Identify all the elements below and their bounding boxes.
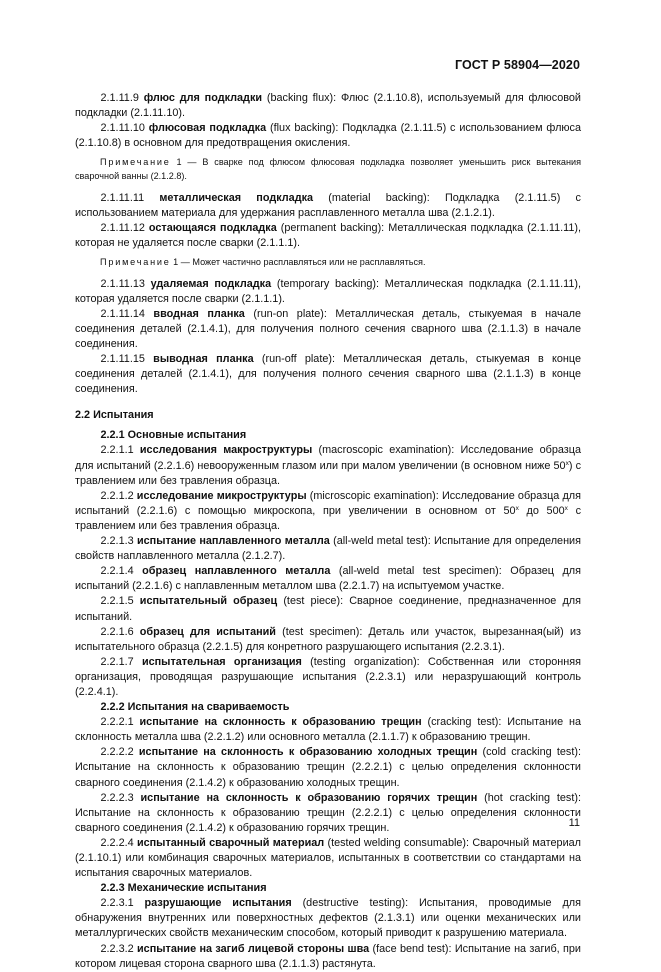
term-name: испытательный образец [139,595,278,608]
term-entry-2-2-1-7 [75,655,581,700]
term-number: 2.2.2.3 [100,791,141,804]
term-name: исследования макроструктуры [139,444,313,457]
term-number: 2.1.11.12 [100,221,149,234]
term-name: испытание на склонность к образованию трещин [139,716,422,729]
term-definition: (tested welding consumable): Сварочный материал (2.1.10.1) или комбинация сварочных материалов, испытанных в соответствии со стандартами на испытания сварочных материалов. [75,836,581,880]
term-number: 2.2.2.1 [100,716,140,729]
term-entry-2-2-1-2 [75,489,581,534]
term-name: испытательная организация [141,655,302,668]
term-number: 2.2.1.6 [100,625,140,638]
term-name: исследование микроструктуры [136,489,307,502]
standard-designation: ГОСТ Р 58904—2020 [454,58,580,72]
term-number: 2.1.11.14 [100,307,154,320]
term-number: 2.2.1.4 [100,565,143,578]
term-name: испытание на загиб лицевой стороны шва [137,942,370,955]
term-entry-2-2-2-1 [75,715,581,745]
term-definition: (temporary backing): Металлическая подкладка (2.1.11.11), которая удаляется после сварки (2.1.1.1). [75,277,581,305]
term-number: 2.2.1.3 [100,535,137,548]
term-entry-2-2-2-3 [75,791,581,836]
term-name: выводная планка [153,353,254,365]
term-number: 2.2.1.2 [100,489,137,502]
term-name: удаляемая подкладка [150,277,272,290]
term-definition: (macroscopic examination): Исследование образца для испытаний (2.2.1.6) невооруженным глазом или при малом увеличении (в основном ниже 50 [75,444,581,472]
term-entry-2-2-1-6 [75,625,581,655]
note-permanent-backing [75,256,581,270]
term-definition-end: с травлением или без травления образца. [75,504,581,532]
term-name: флюсовая подкладка [148,122,267,135]
term-definition: (material backing): Подкладка (2.1.11.5) с использованием материала для удержания расплавленного металла шва (2.1.2.1). [75,191,581,219]
superscript: х [515,504,519,512]
superscript: х [564,504,568,512]
term-entry-2-2-2-4 [75,836,581,881]
term-entry-2-1-11-15 [75,352,581,397]
term-definition: (all-weld metal test specimen): Образец для испытаний (2.2.1.6) с наплавленным металлом шва (2.2.1.7) на испытуемом участке. [75,565,581,593]
term-name: образец для испытаний [139,625,276,638]
term-entry-2-2-1-5 [75,594,581,624]
subsection-heading-2-2-2: 2.2.2 Испытания на свариваемость [100,701,290,714]
term-entry-2-1-11-10 [75,121,581,151]
term-number: 2.2.1.1 [100,444,140,457]
term-entry-2-2-1-1 [75,443,581,488]
note-label: Примечание [100,256,171,267]
term-entry-2-1-11-13 [75,277,581,307]
term-name: металлическая подкладка [159,191,314,204]
superscript: х [565,459,569,467]
note-label: Примечание [100,157,171,168]
term-definition: (face bend test): Испытание на загиб, при котором лицевая сторона сварного шва (2.1.1.3) растянута. [75,942,581,970]
term-number: 2.1.11.10 [100,122,149,135]
term-definition: (permanent backing): Металлическая подкладка (2.1.11.11), которая не удаляется после сварки (2.1.1.1). [75,221,581,249]
term-name: флюс для подкладки [143,92,263,104]
term-entry-2-1-11-11 [75,191,581,221]
term-definition: (flux backing): Подкладка (2.1.11.5) с использованием флюса (2.1.10.8) в основном для предотвращения окисления. [75,122,581,150]
term-name: вводная планка [153,307,245,320]
subsection-heading-2-2-3: 2.2.3 Механические испытания [100,882,267,895]
term-number: 2.1.11.9 [100,92,144,104]
term-definition: (cold cracking test): Испытание на склонность к образованию трещин (2.2.2.1) с целью определения склонности сварного соединения (2.1.4.2) к образованию холодных трещин. [75,746,581,789]
term-definition: (microscopic examination): Исследование образца для испытаний (2.2.1.6) с помощью микроскопа, при увеличении в основном от 50 [75,489,581,517]
term-entry-2-1-11-9 [75,91,581,121]
term-definition: (run-off plate): Металлическая деталь, стыкуемая в конце соединения деталей (2.1.4.1), для получения полного сечения сварного шва (2.1.1.3) в конце соединения. [75,353,581,396]
term-definition-cont: до 500 [518,504,565,517]
term-entry-2-2-1-3 [75,534,581,564]
term-definition: (run-on plate): Металлическая деталь, стыкуемая в начале соединения деталей (2.1.4.1), для получения полного сечения сварного шва (2.1.1.3) в начале соединения. [75,307,581,350]
term-number: 2.1.11.13 [100,277,151,290]
term-entry-2-2-3-2 [75,942,581,972]
term-definition: (backing flux): Флюс (2.1.10.8), используемый для флюсовой подкладки (2.1.11.10). [75,92,581,120]
term-name: испытание на склонность к образованию горячих трещин [140,791,478,804]
term-number: 2.2.2.4 [100,836,137,849]
term-entry-2-1-11-14 [75,307,581,352]
term-number: 2.2.3.1 [100,897,145,910]
term-number: 2.1.11.15 [100,353,154,365]
note-text: 1 — Может частично расплавляться или не расплавляться. [170,256,426,267]
note-text: 1 — В сварке под флюсом флюсовая подкладка позволяет уменьшить риск вытекания сварочной ванны (2.1.2.8). [75,157,581,181]
term-name: образец наплавленного металла [142,565,331,578]
term-definition: (test specimen): Деталь или участок, вырезанная(ый) из испытательного образца (2.2.1.5) для конретного разрушающего испытания (2.2.3.1). [75,625,581,653]
section-heading-2-2: 2.2 Испытания [75,409,154,422]
term-entry-2-1-11-12 [75,221,581,251]
term-number: 2.2.3.2 [100,942,137,955]
term-name: испытание наплавленного металла [136,535,330,548]
term-definition: (hot cracking test): Испытание на склонность к образованию трещин (2.2.2.1) с целью определения склонности сварного соединения (2.1.4.2) к образованию горячих трещин. [75,791,581,834]
term-number: 2.2.2.2 [100,746,139,759]
document-body [75,91,581,972]
term-name: испытание на склонность к образованию холодных трещин [138,746,478,759]
term-definition: (testing organization): Собственная или сторонняя организация, проводящая разрушающие испытания (2.2.3.1) или неразрушающий контроль (2.2.4.1). [75,655,581,698]
term-entry-2-2-1-4 [75,564,581,594]
term-name: испытанный сварочный материал [136,836,325,849]
term-entry-2-2-2-2 [75,745,581,790]
note-flux-backing [75,156,581,183]
term-name: остающаяся подкладка [148,221,277,234]
term-number: 2.2.1.7 [100,655,142,668]
term-definition: (cracking test): Испытание на склонность металла шва (2.2.1.2) или основного металла (2.1.1.7) к образованию трещин. [75,716,581,744]
page-number: 11 [568,817,580,829]
term-definition-cont: ) с травлением или без травления образца. [75,459,581,487]
term-number: 2.2.1.5 [100,595,140,608]
subsection-heading-2-2-1: 2.2.1 Основные испытания [100,429,247,442]
term-number: 2.1.11.11 [100,191,160,204]
term-name: разрушающие испытания [144,897,292,910]
term-definition: (all-weld metal test): Испытание для определения свойств наплавленного металла (2.1.2.7). [75,535,581,563]
term-definition: (destructive testing): Испытания, проводимые для обнаружения внутренних или поверхностных дефектов (2.1.3.1) или оценки механических или металлургических свойств механическим способом, который приводит к разрушению материала. [75,897,581,940]
term-definition: (test piece): Сварное соединение, предназначенное для испытаний. [75,595,581,623]
